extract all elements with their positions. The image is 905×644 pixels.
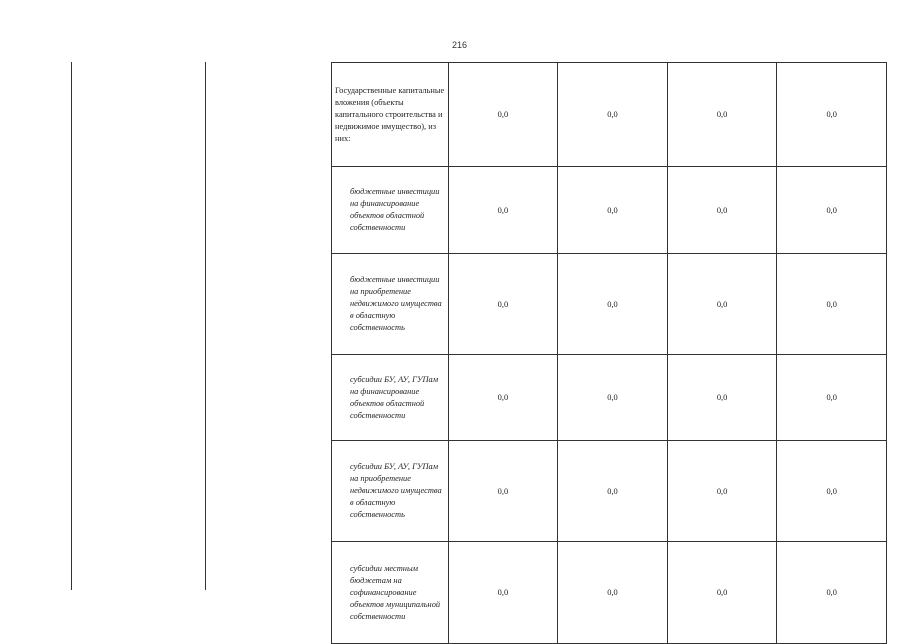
value-cell: 0,0 — [777, 254, 887, 355]
row-label: Государственные капитальные вложения (объекты капитального строительства и недвижимое имущество), из них: — [332, 63, 449, 167]
value-cell: 0,0 — [667, 254, 777, 355]
value-cell: 0,0 — [558, 167, 668, 254]
value-cell: 0,0 — [667, 355, 777, 441]
column-border-middle — [205, 62, 206, 590]
value-cell: 0,0 — [777, 63, 887, 167]
table-row — [332, 542, 887, 644]
value-cell: 0,0 — [448, 355, 558, 441]
value-cell: 0,0 — [558, 441, 668, 542]
table-row — [332, 441, 887, 542]
value-cell: 0,0 — [448, 63, 558, 167]
row-label: бюджетные инвестиции на финансирование объектов областной собственности — [332, 167, 449, 254]
table-row — [332, 63, 887, 167]
value-cell: 0,0 — [777, 441, 887, 542]
capital-investments-table — [331, 62, 887, 644]
value-cell: 0,0 — [558, 63, 668, 167]
value-cell: 0,0 — [448, 441, 558, 542]
value-cell: 0,0 — [558, 355, 668, 441]
value-cell: 0,0 — [448, 167, 558, 254]
value-cell: 0,0 — [667, 167, 777, 254]
value-cell: 0,0 — [667, 441, 777, 542]
value-cell: 0,0 — [448, 542, 558, 644]
page-number: 216 — [452, 40, 468, 50]
value-cell: 0,0 — [777, 542, 887, 644]
value-cell: 0,0 — [777, 355, 887, 441]
table-row — [332, 254, 887, 355]
value-cell: 0,0 — [448, 254, 558, 355]
value-cell: 0,0 — [667, 63, 777, 167]
table-row — [332, 355, 887, 441]
table-row — [332, 167, 887, 254]
row-label: субсидии БУ, АУ, ГУПам на приобретение недвижимого имущества в областную собственность — [332, 441, 449, 542]
value-cell: 0,0 — [558, 542, 668, 644]
value-cell: 0,0 — [777, 167, 887, 254]
row-label: субсидии местным бюджетам на софинансирование объектов муниципальной собственности — [332, 542, 449, 644]
row-label: бюджетные инвестиции на приобретение недвижимого имущества в областную собственность — [332, 254, 449, 355]
value-cell: 0,0 — [667, 542, 777, 644]
column-border-left — [71, 62, 72, 590]
row-label: субсидии БУ, АУ, ГУПам на финансирование объектов областной собственности — [332, 355, 449, 441]
value-cell: 0,0 — [558, 254, 668, 355]
